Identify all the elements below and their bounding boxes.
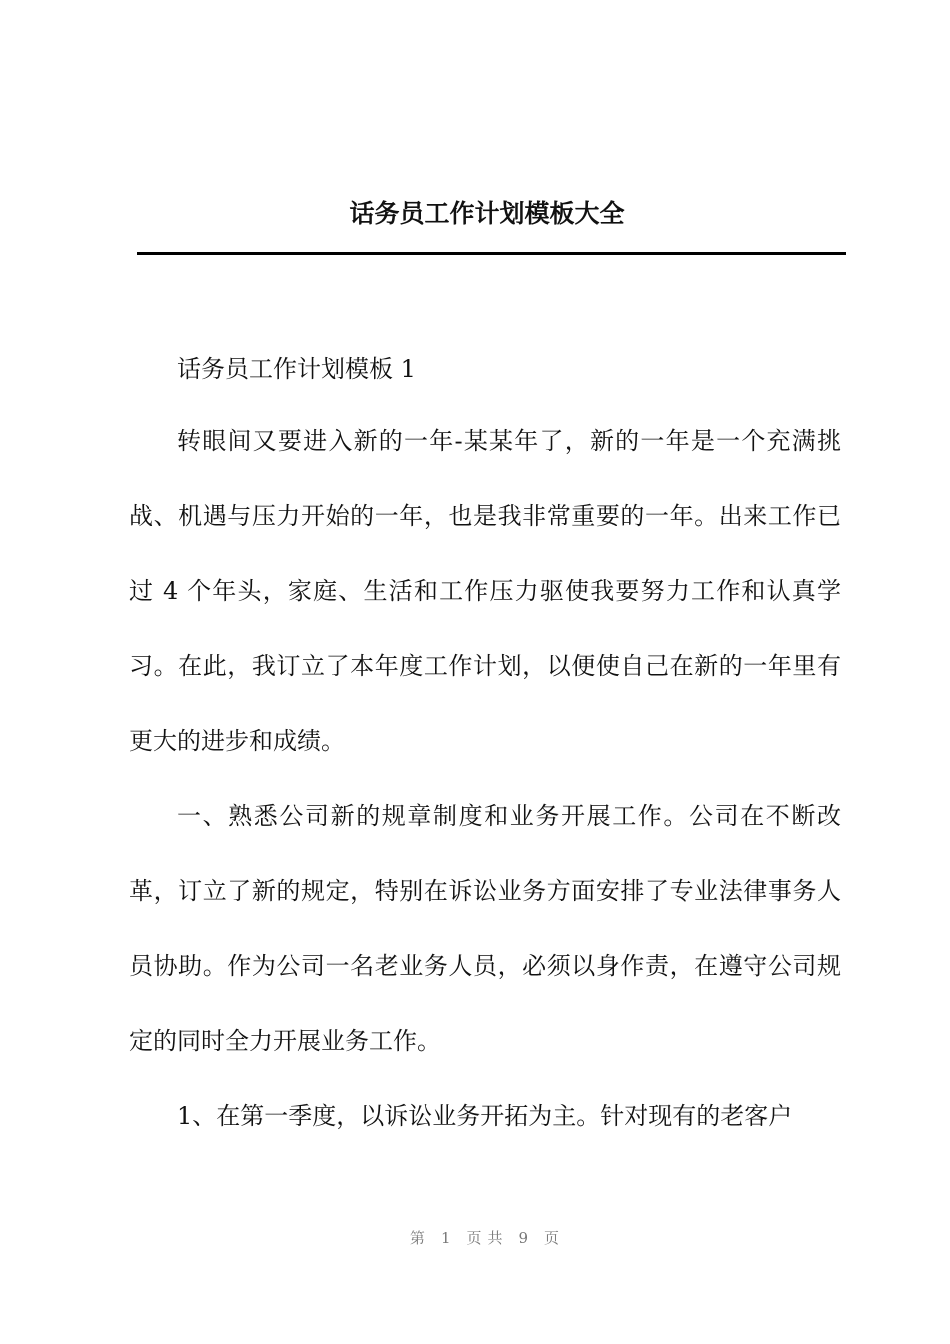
page-footer — [0, 1226, 950, 1250]
section-heading: 话务员工作计划模板 1 — [177, 355, 416, 383]
footer-middle: 页共 — [466, 1229, 509, 1247]
footer-total-pages: 9 — [518, 1229, 535, 1247]
paragraph-intro: 转眼间又要进入新的一年-某某年了，新的一年是一个充满挑战、机遇与压力开始的一年，也是我非常重要的一年。出来工作已过 4 个年头，家庭、生活和工作压力驱使我要努力工作和认真学习。在此，我订立了本年度工作计划，以便使自己在新的一年里有更大的进步和成绩。 — [129, 427, 841, 755]
footer-current-page: 1 — [440, 1229, 457, 1247]
footer-suffix: 页 — [544, 1229, 566, 1247]
title-underline — [137, 252, 846, 255]
footer-prefix: 第 — [409, 1229, 431, 1247]
paragraph-section-one: 一、熟悉公司新的规章制度和业务开展工作。公司在不断改革，订立了新的规定，特别在诉讼业务方面安排了专业法律事务人员协助。作为公司一名老业务人员，必须以身作责，在遵守公司规定的同时全力开展业务工作。 — [129, 802, 841, 1055]
document-title: 话务员工作计划模板大全 — [349, 199, 625, 228]
paragraph-item-one: 1、在第一季度，以诉讼业务开拓为主。针对现有的老客户 — [177, 1102, 793, 1130]
